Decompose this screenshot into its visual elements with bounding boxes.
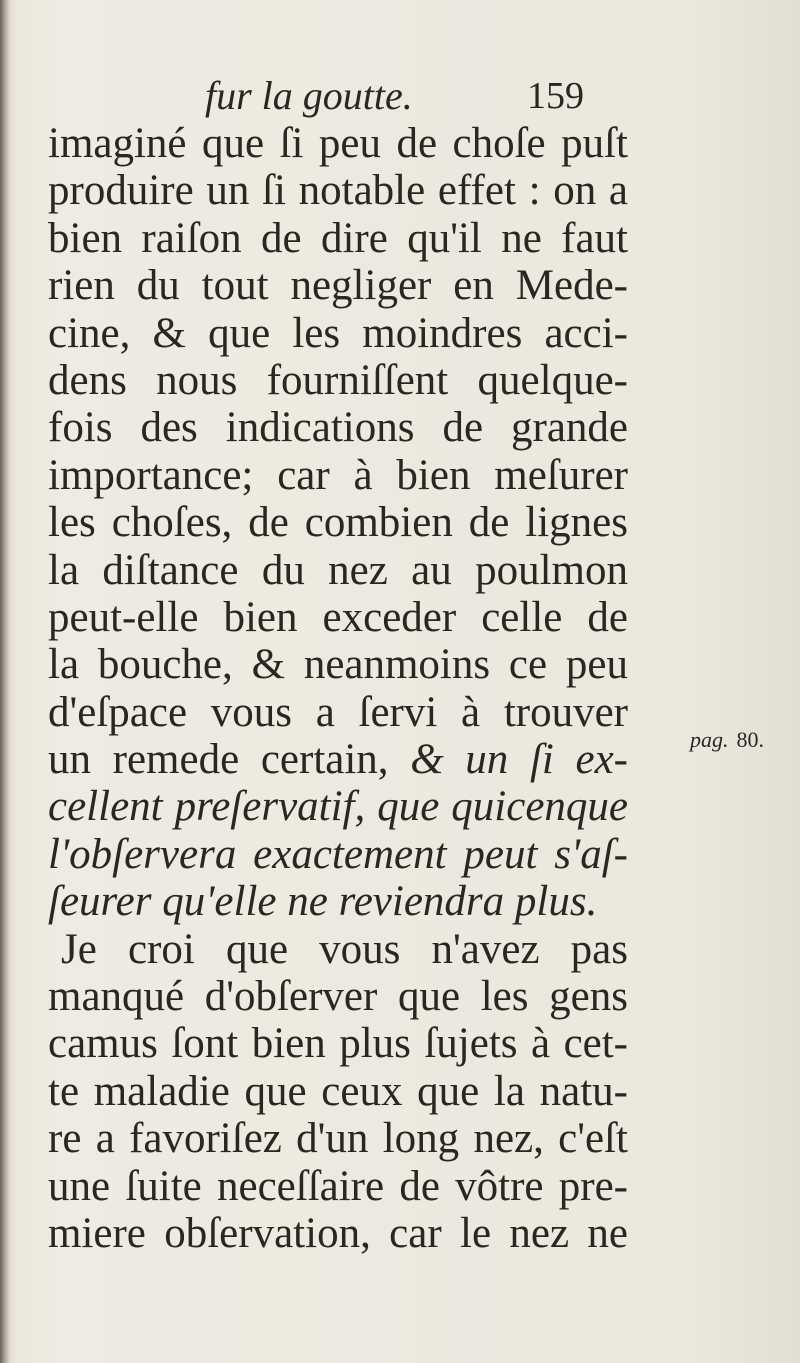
page-header bbox=[205, 72, 625, 122]
book-spine-shadow bbox=[0, 0, 10, 1363]
text-line: fois des indications de grande bbox=[48, 404, 628, 452]
text-line: d'eſpace vous a ſervi à trouver bbox=[48, 688, 628, 736]
margin-note bbox=[690, 727, 764, 753]
text-line: rien du tout negliger en Mede- bbox=[48, 262, 628, 310]
margin-note-label: pag. bbox=[690, 727, 729, 752]
text-line: les choſes, de combien de lignes bbox=[48, 499, 628, 547]
text-line-italic: ſeurer qu'elle ne reviendra plus. bbox=[48, 878, 598, 926]
text-segment-italic: & un ſi ex- bbox=[410, 736, 628, 784]
text-segment-roman: un remede certain, bbox=[48, 736, 389, 784]
text-line-italic: cellent preſervatif, que quicenque bbox=[48, 783, 628, 831]
text-line-italic: l'obſervera exactement peut s'aſ- bbox=[48, 830, 628, 878]
page-number: 159 bbox=[527, 75, 584, 117]
text-line: imaginé que ſi peu de choſe puſt bbox=[48, 120, 628, 167]
text-line: importance; car à bien meſurer bbox=[48, 451, 628, 499]
text-line: manqué d'obſerver que les gens bbox=[48, 973, 628, 1021]
text-line: la diſtance du nez au poulmon bbox=[48, 546, 628, 594]
margin-note-number: 80. bbox=[736, 727, 764, 752]
text-line: dens nous fourniſſent quelque- bbox=[48, 356, 628, 404]
text-line-mixed bbox=[48, 736, 628, 783]
text-line: miere obſervation, car le nez ne bbox=[48, 1209, 628, 1257]
text-line: la bouche, & neanmoins ce peu bbox=[48, 641, 628, 689]
paragraph-start-line: Je croi que vous n'avez pas bbox=[61, 925, 628, 973]
text-line: bien raiſon de dire qu'il ne faut bbox=[48, 214, 628, 262]
text-line: peut-elle bien exceder celle de bbox=[48, 593, 628, 641]
text-line: produire un ſi notable effet : on a bbox=[48, 167, 628, 215]
text-line: une ſuite neceſſaire de vôtre pre- bbox=[48, 1162, 628, 1210]
body-text bbox=[48, 120, 628, 1257]
running-title: fur la goutte. bbox=[205, 73, 413, 118]
text-line: camus ſont bien plus ſujets à cet- bbox=[48, 1020, 628, 1068]
text-line: te maladie que ceux que la natu- bbox=[48, 1067, 628, 1115]
text-line: cine, & que les moindres acci- bbox=[48, 309, 628, 357]
text-line: re a favoriſez d'un long nez, c'eſt bbox=[48, 1115, 628, 1163]
